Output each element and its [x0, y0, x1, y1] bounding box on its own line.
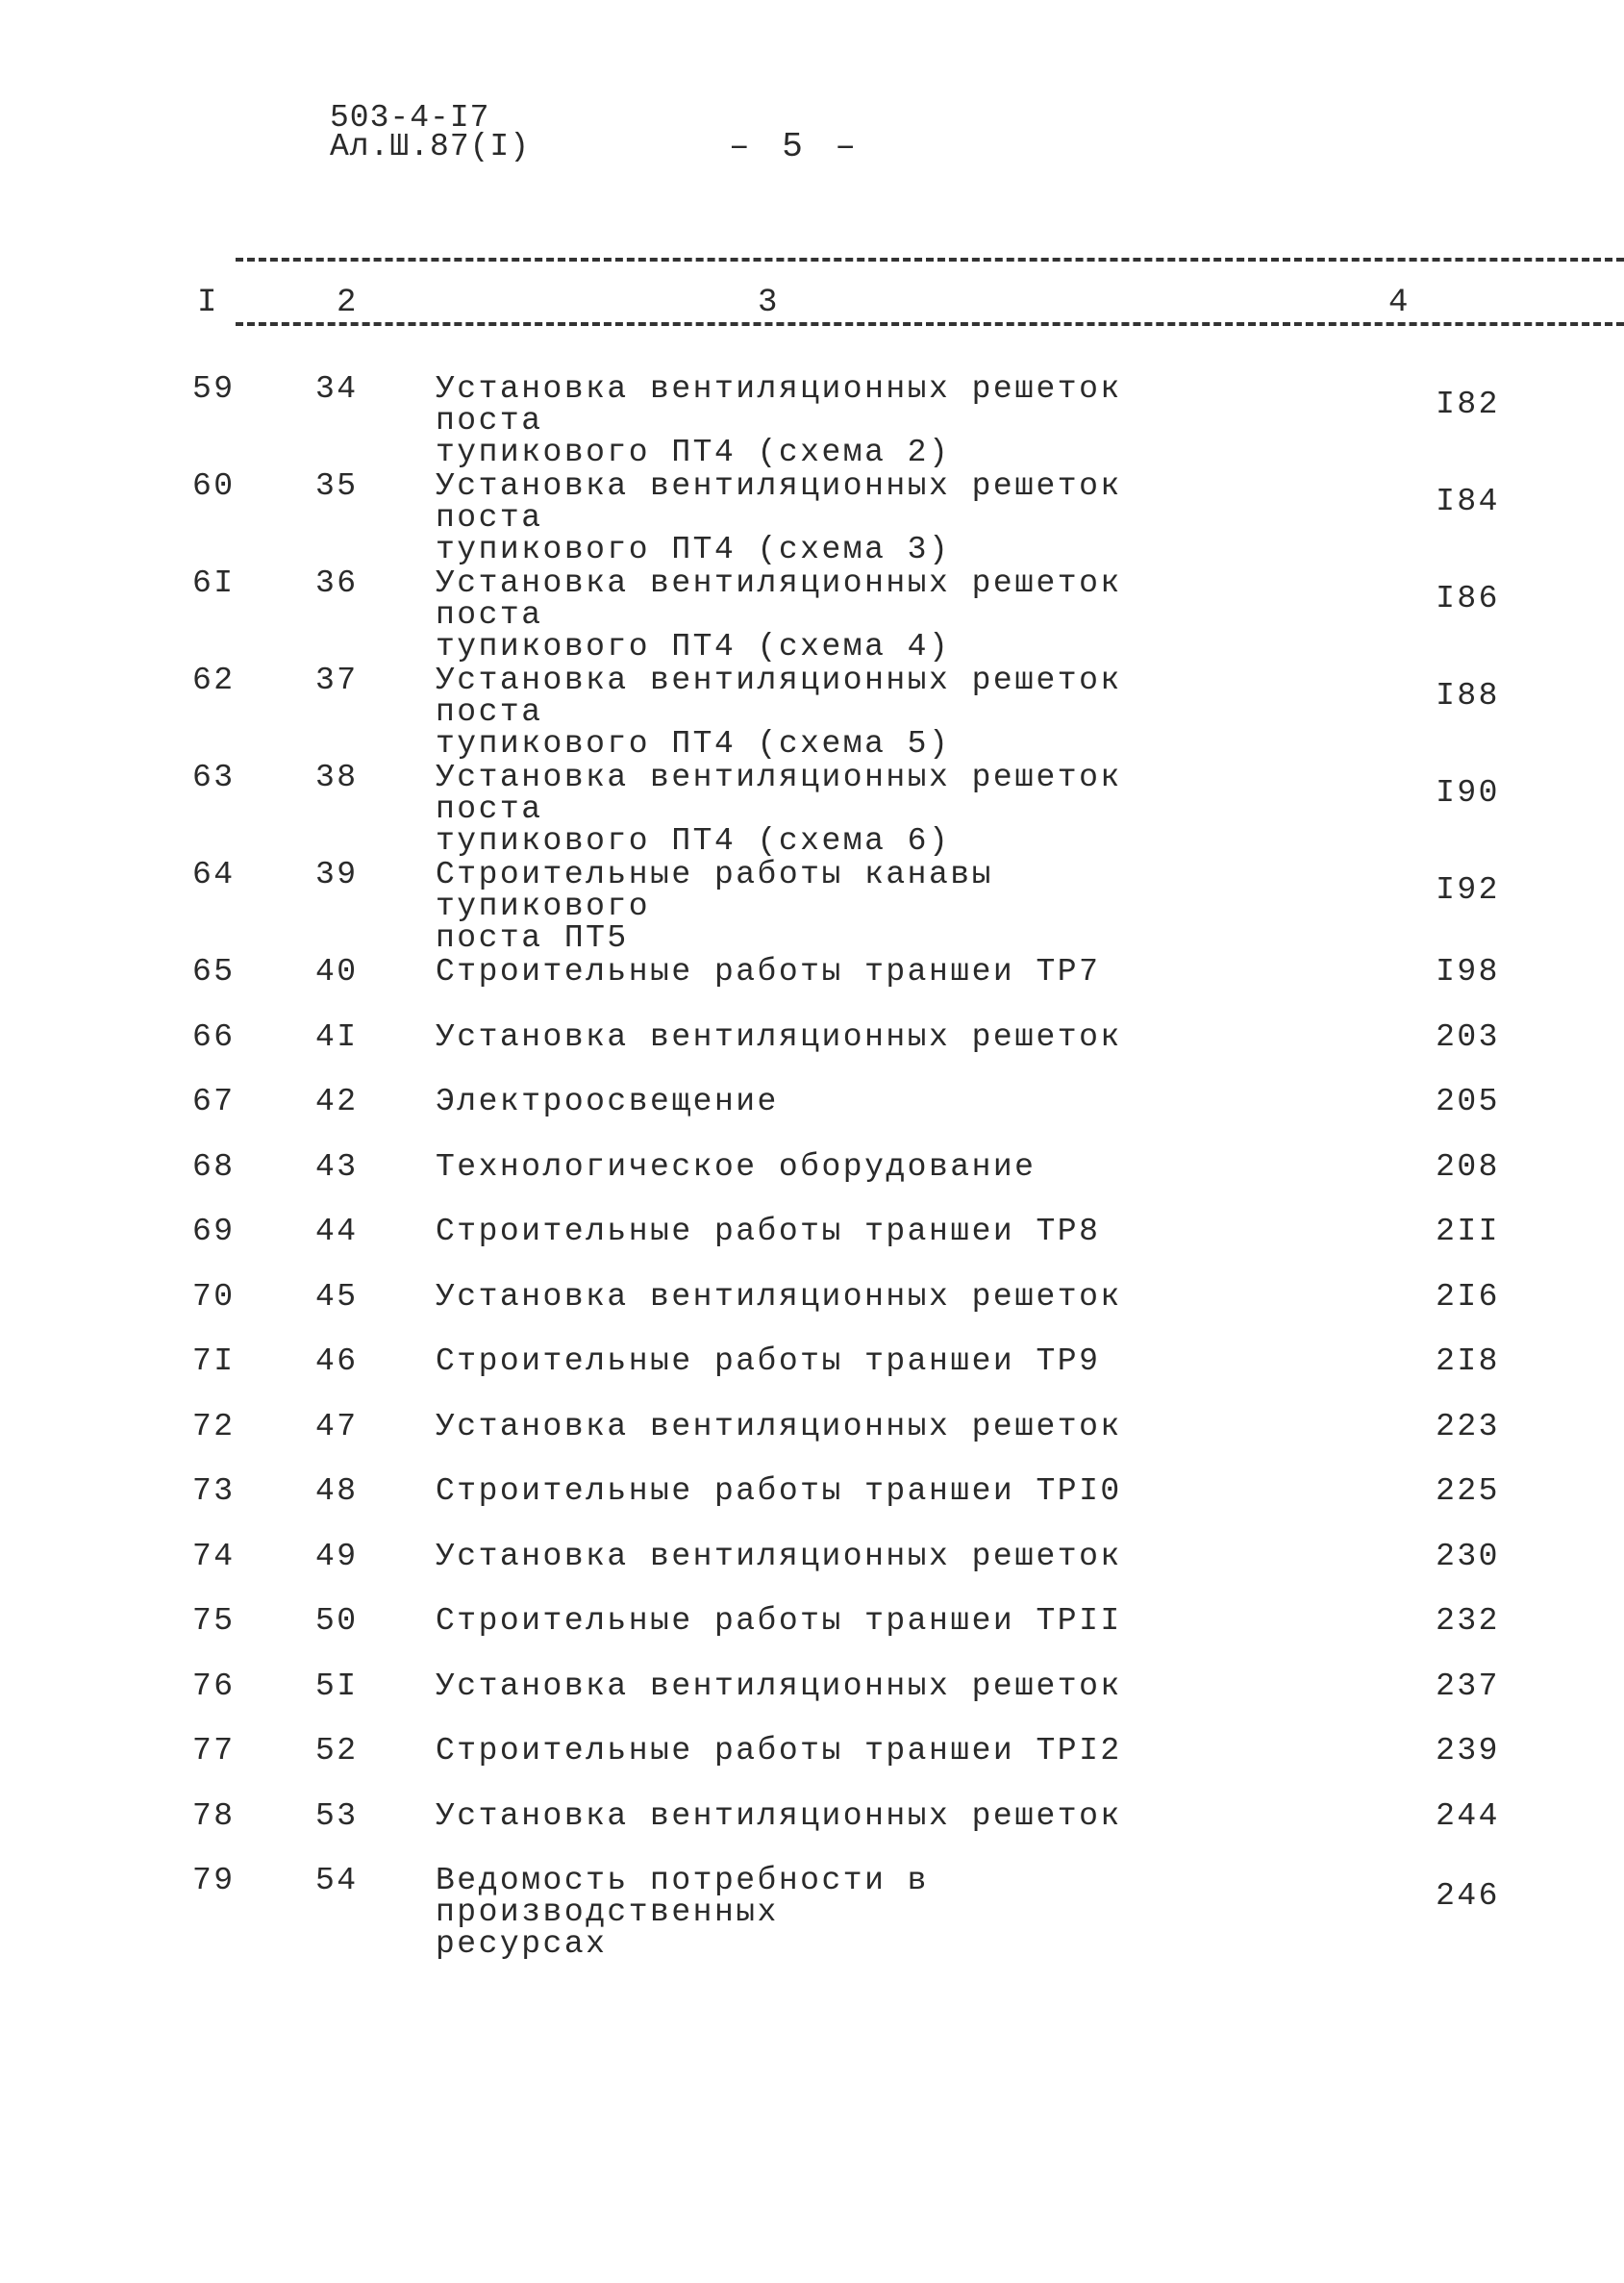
document-code: 503-4-I7 [330, 100, 490, 136]
sheet-number: 54 [315, 1863, 359, 1898]
row-page: I88 [1436, 678, 1500, 714]
page-number: – 5 – [729, 127, 862, 166]
row-number: 6I [192, 565, 236, 601]
table-top-rule [236, 258, 1624, 262]
row-title: Электроосвещение [436, 1084, 779, 1119]
table-row [192, 859, 1510, 956]
contents-table [192, 373, 1510, 1962]
row-number: 68 [192, 1148, 236, 1185]
table-row [192, 567, 1510, 665]
row-page: 2II [1436, 1214, 1500, 1249]
row-title: Установка вентиляционных решеток поста тупикового ПТ4 (схема 3) [436, 468, 1122, 567]
row-title: Установка вентиляционных решеток [436, 1538, 1122, 1574]
sheet-number: 45 [315, 1278, 359, 1315]
row-title: Строительные работы траншеи ТР7 [436, 954, 1101, 990]
row-title: Установка вентиляционных решеток [436, 1278, 1122, 1315]
row-page: 230 [1436, 1538, 1500, 1574]
row-page: I84 [1436, 484, 1500, 519]
row-number: 73 [192, 1473, 236, 1509]
row-page: 203 [1436, 1018, 1500, 1055]
sheet-number: 49 [315, 1538, 359, 1574]
row-page: 232 [1436, 1603, 1500, 1639]
table-row [192, 1865, 1510, 1962]
sheet-number: 37 [315, 663, 359, 698]
sheet-number: 5I [315, 1668, 359, 1704]
table-row [192, 1345, 1510, 1411]
sheet-number: 52 [315, 1733, 359, 1769]
row-title: Строительные работы траншеи ТР9 [436, 1343, 1101, 1379]
table-row [192, 1670, 1510, 1736]
row-number: 59 [192, 371, 236, 407]
table-row [192, 1605, 1510, 1670]
table-row [192, 956, 1510, 1021]
sheet-number: 34 [315, 371, 359, 407]
sheet-number: 50 [315, 1603, 359, 1639]
sheet-number: 53 [315, 1797, 359, 1834]
document-header [330, 100, 531, 164]
row-title: Установка вентиляционных решеток [436, 1408, 1122, 1444]
table-row [192, 665, 1510, 762]
row-title: Ведомость потребности в производственных ресурсах [436, 1863, 929, 1962]
row-number: 65 [192, 954, 236, 990]
row-title: Строительные работы траншеи ТР8 [436, 1214, 1101, 1249]
row-number: 75 [192, 1603, 236, 1639]
row-number: 63 [192, 760, 236, 795]
sheet-number: 46 [315, 1343, 359, 1379]
table-row [192, 1216, 1510, 1281]
row-page: 2I8 [1436, 1343, 1500, 1379]
sheet-number: 36 [315, 565, 359, 601]
table-row [192, 1086, 1510, 1151]
row-page: 246 [1436, 1878, 1500, 1914]
row-title: Установка вентиляционных решеток поста тупикового ПТ4 (схема 4) [436, 565, 1122, 665]
table-row [192, 373, 1510, 470]
table-row [192, 1538, 1510, 1606]
row-title: Строительные работы траншеи ТРII [436, 1603, 1122, 1639]
row-number: 77 [192, 1733, 236, 1769]
row-title: Строительные работы канавы тупикового поста ПТ5 [436, 857, 993, 956]
row-page: 2I6 [1436, 1278, 1500, 1315]
row-page: 208 [1436, 1148, 1500, 1185]
table-row [192, 1018, 1510, 1087]
table-row [192, 470, 1510, 567]
table-header-rule [236, 322, 1624, 326]
column-header-4: 4 [1388, 285, 1409, 321]
row-page: I86 [1436, 581, 1500, 616]
row-title: Установка вентиляционных решеток поста тупикового ПТ4 (схема 5) [436, 663, 1122, 762]
row-page: I90 [1436, 775, 1500, 811]
sheet-number: 35 [315, 468, 359, 504]
row-number: 62 [192, 663, 236, 698]
row-title: Установка вентиляционных решеток поста тупикового ПТ4 (схема 2) [436, 371, 1122, 470]
row-page: 237 [1436, 1668, 1500, 1704]
table-row [192, 1797, 1510, 1866]
sheet-number: 4I [315, 1018, 359, 1055]
row-number: 67 [192, 1084, 236, 1119]
row-number: 60 [192, 468, 236, 504]
row-page: 225 [1436, 1473, 1500, 1509]
row-number: 79 [192, 1863, 236, 1898]
sheet-number: 39 [315, 857, 359, 892]
table-row [192, 1278, 1510, 1346]
column-header-3: 3 [758, 285, 778, 321]
row-number: 78 [192, 1797, 236, 1834]
sheet-number: 40 [315, 954, 359, 990]
column-header-1: I [197, 285, 217, 321]
row-title: Технологическое оборудование [436, 1148, 1037, 1185]
row-title: Установка вентиляционных решеток [436, 1018, 1122, 1055]
row-page: I82 [1436, 387, 1500, 422]
row-number: 72 [192, 1408, 236, 1444]
row-title: Строительные работы траншеи ТРI2 [436, 1733, 1122, 1769]
sheet-number: 43 [315, 1148, 359, 1185]
row-page: 205 [1436, 1084, 1500, 1119]
row-number: 66 [192, 1018, 236, 1055]
row-number: 7I [192, 1343, 236, 1379]
row-page: 239 [1436, 1733, 1500, 1769]
row-number: 74 [192, 1538, 236, 1574]
album-number: Ал.Ш.87(I) [330, 129, 531, 164]
row-title: Установка вентиляционных решеток [436, 1668, 1122, 1704]
table-row [192, 762, 1510, 859]
row-number: 76 [192, 1668, 236, 1704]
row-number: 64 [192, 857, 236, 892]
row-page: I98 [1436, 954, 1500, 990]
row-page: I92 [1436, 872, 1500, 908]
sheet-number: 42 [315, 1084, 359, 1119]
row-title: Установка вентиляционных решеток [436, 1797, 1122, 1834]
table-row [192, 1475, 1510, 1541]
row-title: Строительные работы траншеи ТРI0 [436, 1473, 1122, 1509]
sheet-number: 48 [315, 1473, 359, 1509]
column-header-2: 2 [337, 285, 357, 321]
table-row [192, 1148, 1510, 1217]
row-page: 244 [1436, 1797, 1500, 1834]
table-row [192, 1408, 1510, 1476]
sheet-number: 38 [315, 760, 359, 795]
row-page: 223 [1436, 1408, 1500, 1444]
sheet-number: 44 [315, 1214, 359, 1249]
row-title: Установка вентиляционных решеток поста тупикового ПТ4 (схема 6) [436, 760, 1122, 859]
sheet-number: 47 [315, 1408, 359, 1444]
row-number: 70 [192, 1278, 236, 1315]
table-row [192, 1735, 1510, 1800]
row-number: 69 [192, 1214, 236, 1249]
